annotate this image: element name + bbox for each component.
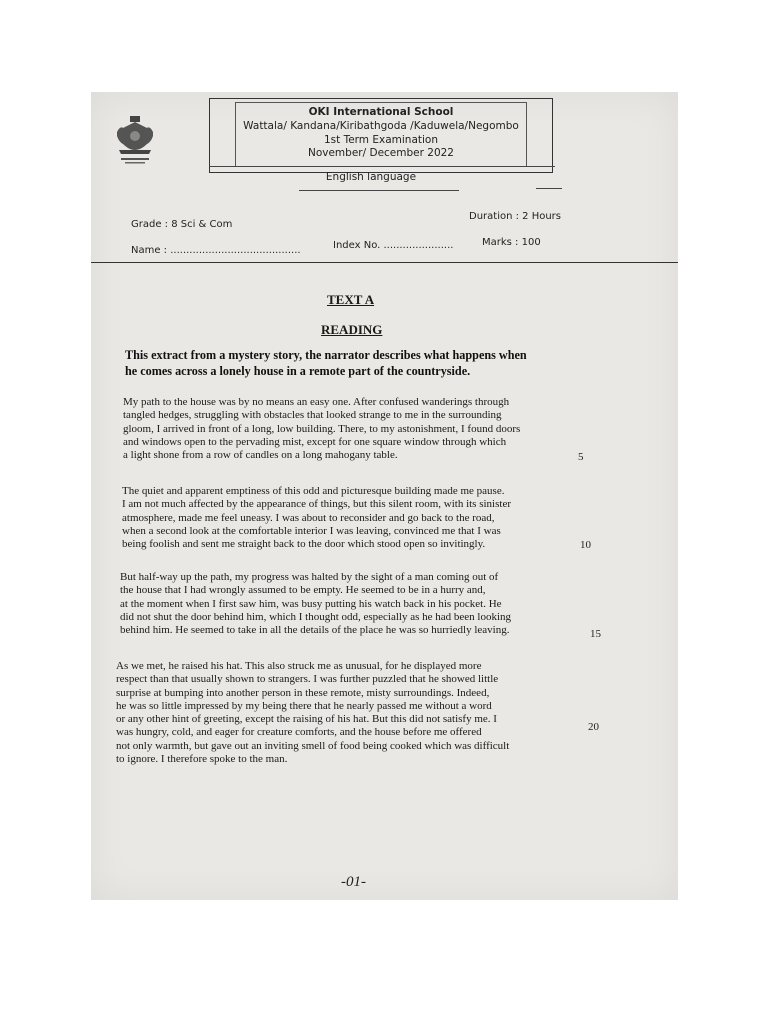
paragraph-line: not only warmth, but gave out an inviting smell of food being cooked which was difficult (116, 739, 510, 752)
paragraph-line: a light shone from a row of candles on a long mahogany table. (123, 449, 398, 462)
paragraph-line: being foolish and sent me straight back to the door which stood open so invitingly. (122, 538, 486, 551)
line-number-5: 5 (578, 451, 584, 463)
exam-page (91, 92, 678, 900)
info-rule (91, 262, 678, 263)
paragraph-1 (123, 396, 520, 462)
paragraph-line: to ignore. I therefore spoke to the man. (116, 753, 288, 766)
paragraph-line: at the moment when I first saw him, was busy putting his watch back in his pocket. He (120, 597, 502, 610)
paragraph-line: was hungry, cold, and eager for creature comforts, and the house before me offered (116, 726, 482, 739)
paragraph-line: The quiet and apparent emptiness of this odd and picturesque building made me pause. (122, 485, 505, 497)
paragraph-line: But half-way up the path, my progress was halted by the sight of a man coming out of (120, 571, 499, 583)
exam-term: 1st Term Examination (323, 134, 439, 146)
paragraph-2 (122, 485, 511, 551)
page-number: -01- (341, 874, 366, 890)
paragraph-line: I am not much affected by the appearance of things, but this silent room, with its sinister (122, 498, 511, 511)
line-number-20: 20 (588, 721, 599, 733)
header-rule-3 (536, 188, 562, 189)
school-name: OKI International School (308, 106, 454, 118)
paragraph-line: As we met, he raised his hat. This also struck me as unusual, for he displayed more (116, 660, 482, 672)
school-branches: Wattala/ Kandana/Kiribathgoda /Kaduwela/Negombo (243, 120, 519, 132)
marks-label: Marks : 100 (482, 237, 541, 248)
paragraph-line: atmosphere, made me feel uneasy. I was about to reconsider and go back to the road, (122, 511, 495, 524)
paragraph-line: tangled hedges, struggling with obstacles that looked strange to me in the surrounding (123, 409, 502, 422)
paragraph-line: My path to the house was by no means an easy one. After confused wanderings through (123, 396, 510, 408)
intro-line-1: This extract from a mystery story, the narrator describes what happens when (125, 348, 527, 362)
paragraph-line: surprise at bumping into another person in these remote, misty surroundings. Indeed, (116, 686, 490, 699)
exam-session: November/ December 2022 (307, 147, 454, 159)
intro-line-2: he comes across a lonely house in a remote part of the countryside. (125, 364, 471, 378)
school-crest-icon (113, 114, 157, 172)
exam-subject: English language (325, 171, 417, 183)
paragraph-line: gloom, I arrived in front of a long, low building. There, to my astonishment, I found doors (123, 422, 521, 435)
name-field: Name : ......................................... (131, 245, 301, 256)
grade-label: Grade : 8 Sci & Com (131, 219, 233, 230)
paragraph-line: when a second look at the comfortable interior I was leaving, convinced me that I was (122, 524, 501, 537)
paragraph-line: respect than that usually shown to strangers. I was further puzzled that he showed little (116, 673, 499, 686)
text-a-title: TEXT A (327, 292, 375, 307)
paragraph-line: he was so little impressed by my being there that he nearly passed me without a word (116, 699, 492, 712)
header-rule-2 (299, 190, 459, 191)
paragraph-line: and windows open to the pervading mist, except for one square window through which (123, 435, 507, 448)
paragraph-line: or any other hint of greeting, except the raising of his hat. But this did not satisfy me. I (116, 713, 497, 726)
reading-title: READING (321, 322, 383, 337)
paragraph-line: behind him. He seemed to take in all the details of the place he was so hurriedly leaving. (120, 624, 510, 637)
paragraph-line: did not shut the door behind him, which I thought odd, especially as he had been looking (120, 610, 512, 623)
paragraph-3 (120, 571, 511, 637)
paragraph-line: the house that I had wrongly assumed to be empty. He seemed to be in a hurry and, (120, 584, 486, 597)
line-number-10: 10 (580, 539, 591, 551)
paragraph-4 (116, 660, 509, 766)
duration-label: Duration : 2 Hours (469, 211, 561, 222)
index-no-field: Index No. ...................... (333, 240, 454, 251)
line-number-15: 15 (590, 628, 601, 640)
header-rule-1 (209, 166, 555, 167)
